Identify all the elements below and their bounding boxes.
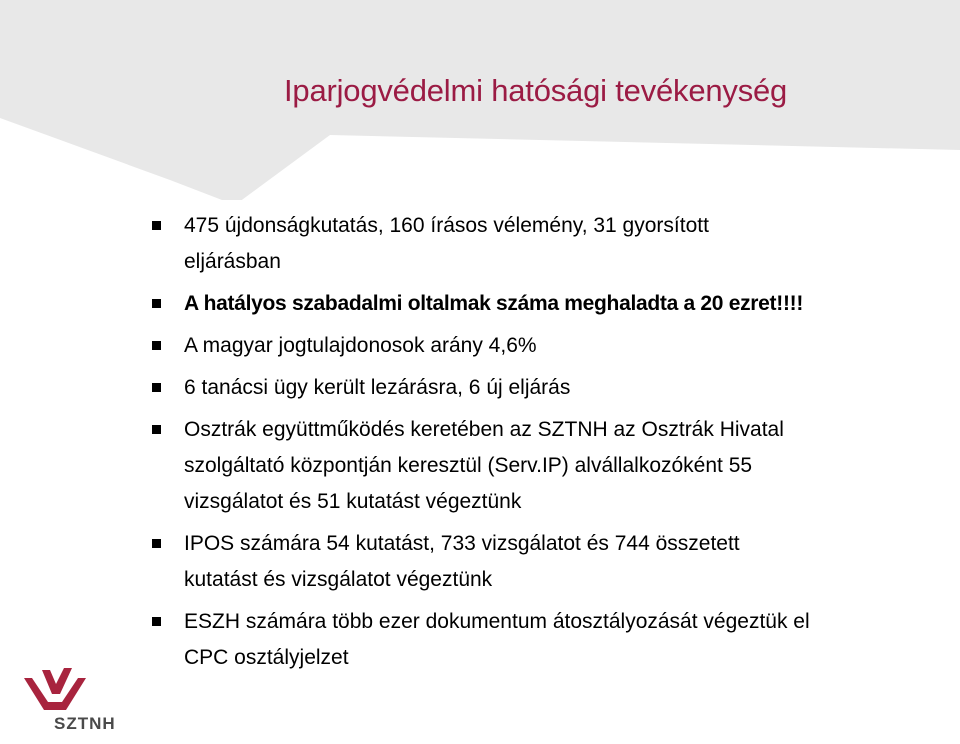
square-bullet-icon bbox=[152, 299, 161, 308]
bullet-text-line: A hatályos szabadalmi oltalmak száma meghaladta a 20 ezret!!!! bbox=[184, 292, 804, 315]
bullet-item bbox=[152, 412, 960, 520]
square-bullet-icon bbox=[152, 425, 161, 434]
bullet-text-line: szolgáltató központján keresztül (Serv.IP) alvállalkozóként 55 bbox=[184, 454, 753, 477]
bullet-text-line: ESZH számára több ezer dokumentum átosztályozását végeztük el bbox=[184, 610, 810, 633]
bullet-text-line: CPC osztályjelzet bbox=[184, 646, 349, 669]
bullet-text-line: eljárásban bbox=[184, 250, 281, 273]
bullet-text-line: 6 tanácsi ügy került lezárásra, 6 új eljárás bbox=[184, 376, 571, 399]
bullet-text-line: A magyar jogtulajdonosok arány 4,6% bbox=[184, 334, 537, 357]
square-bullet-icon bbox=[152, 617, 161, 626]
bullet-item bbox=[152, 208, 960, 280]
square-bullet-icon bbox=[152, 539, 161, 548]
bullet-list bbox=[152, 208, 960, 682]
square-bullet-icon bbox=[152, 383, 161, 392]
sztnh-logo bbox=[14, 664, 124, 740]
bullet-text-line: Osztrák együttműködés keretében az SZTNH az Osztrák Hivatal bbox=[184, 418, 784, 441]
square-bullet-icon bbox=[152, 221, 161, 230]
bullet-item bbox=[152, 604, 960, 676]
bullet-text-line: 475 újdonságkutatás, 160 írásos vélemény, 31 gyorsított bbox=[184, 214, 709, 237]
slide-title: Iparjogvédelmi hatósági tevékenység bbox=[284, 73, 788, 108]
bullet-text-line: kutatást és vizsgálatot végeztünk bbox=[184, 568, 493, 591]
square-bullet-icon bbox=[152, 341, 161, 350]
bullet-item bbox=[152, 370, 960, 406]
bullet-item bbox=[152, 328, 960, 364]
bullet-item bbox=[152, 526, 960, 598]
bullet-text-line: IPOS számára 54 kutatást, 733 vizsgálatot és 744 összetett bbox=[184, 532, 740, 555]
bullet-text-line: vizsgálatot és 51 kutatást végeztünk bbox=[184, 490, 522, 513]
logo-text: SZTNH bbox=[54, 714, 116, 733]
sztnh-logo-icon bbox=[20, 664, 90, 712]
bullet-item bbox=[152, 286, 960, 322]
